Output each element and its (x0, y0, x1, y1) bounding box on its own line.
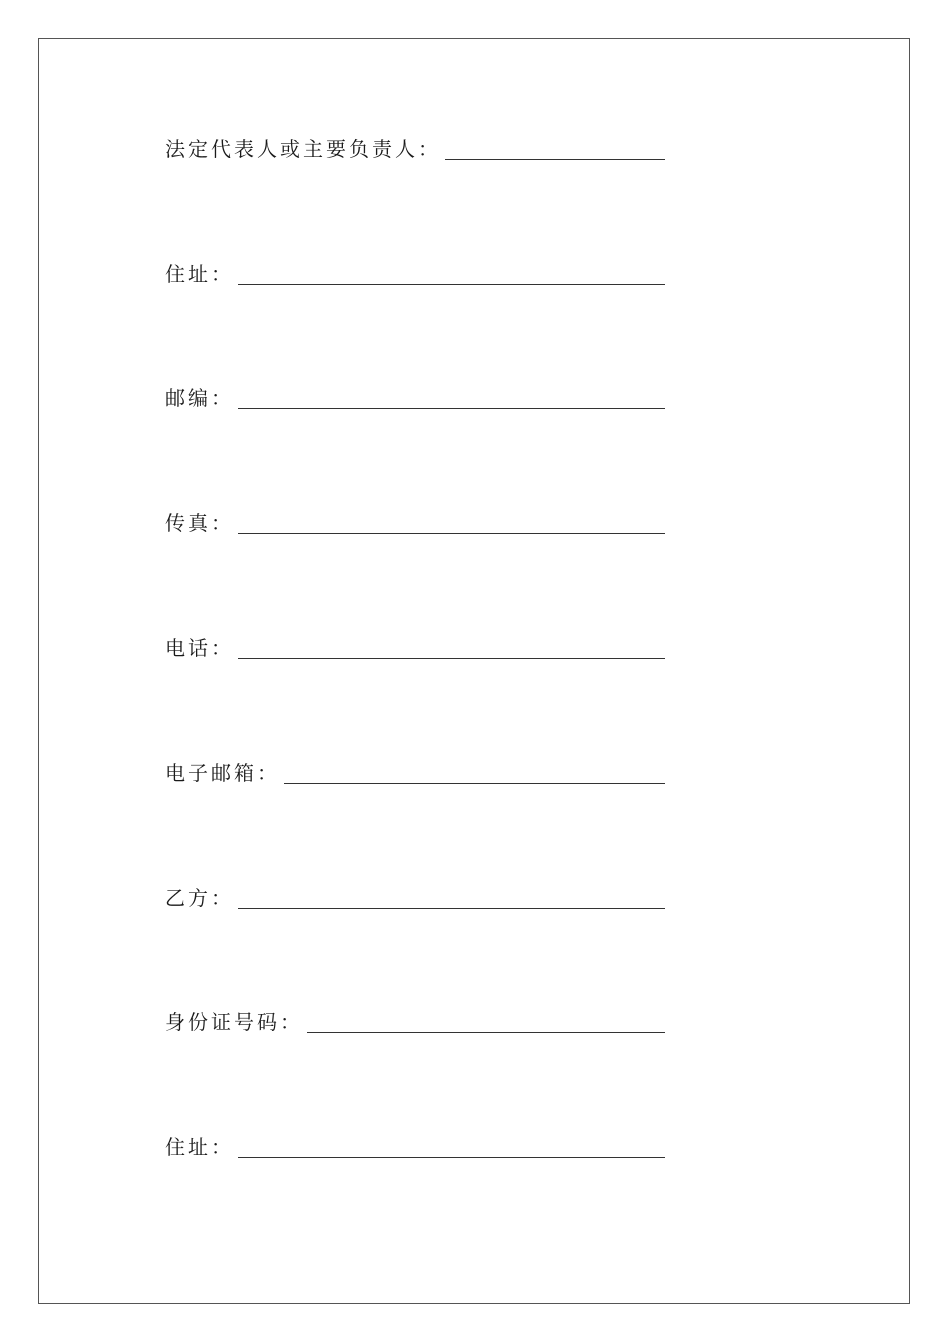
party-b-field (165, 881, 665, 911)
page-border (38, 38, 910, 1304)
address-field (165, 257, 665, 287)
email-field (165, 756, 665, 786)
field-label: 住址： (165, 262, 234, 286)
fill-in-line[interactable] (238, 1156, 665, 1158)
field-label: 法定代表人或主要负责人： (165, 137, 441, 161)
fill-in-line[interactable] (238, 532, 665, 534)
field-label: 传真： (165, 511, 234, 535)
field-label: 乙方： (165, 886, 234, 910)
id-number-field (165, 1005, 665, 1035)
fill-in-line[interactable] (238, 283, 665, 285)
address-field-2 (165, 1130, 665, 1160)
field-label: 身份证号码： (165, 1010, 303, 1034)
fill-in-line[interactable] (238, 907, 665, 909)
postcode-field (165, 381, 665, 411)
field-label: 电子邮箱： (165, 761, 280, 785)
phone-field (165, 631, 665, 661)
fill-in-line[interactable] (307, 1031, 665, 1033)
fill-in-line[interactable] (238, 657, 665, 659)
fill-in-line[interactable] (284, 782, 665, 784)
fill-in-line[interactable] (238, 407, 665, 409)
fax-field (165, 506, 665, 536)
field-label: 住址： (165, 1135, 234, 1159)
field-label: 电话： (165, 636, 234, 660)
fill-in-line[interactable] (445, 158, 665, 160)
field-label: 邮编： (165, 386, 234, 410)
legal-representative-field (165, 132, 665, 162)
